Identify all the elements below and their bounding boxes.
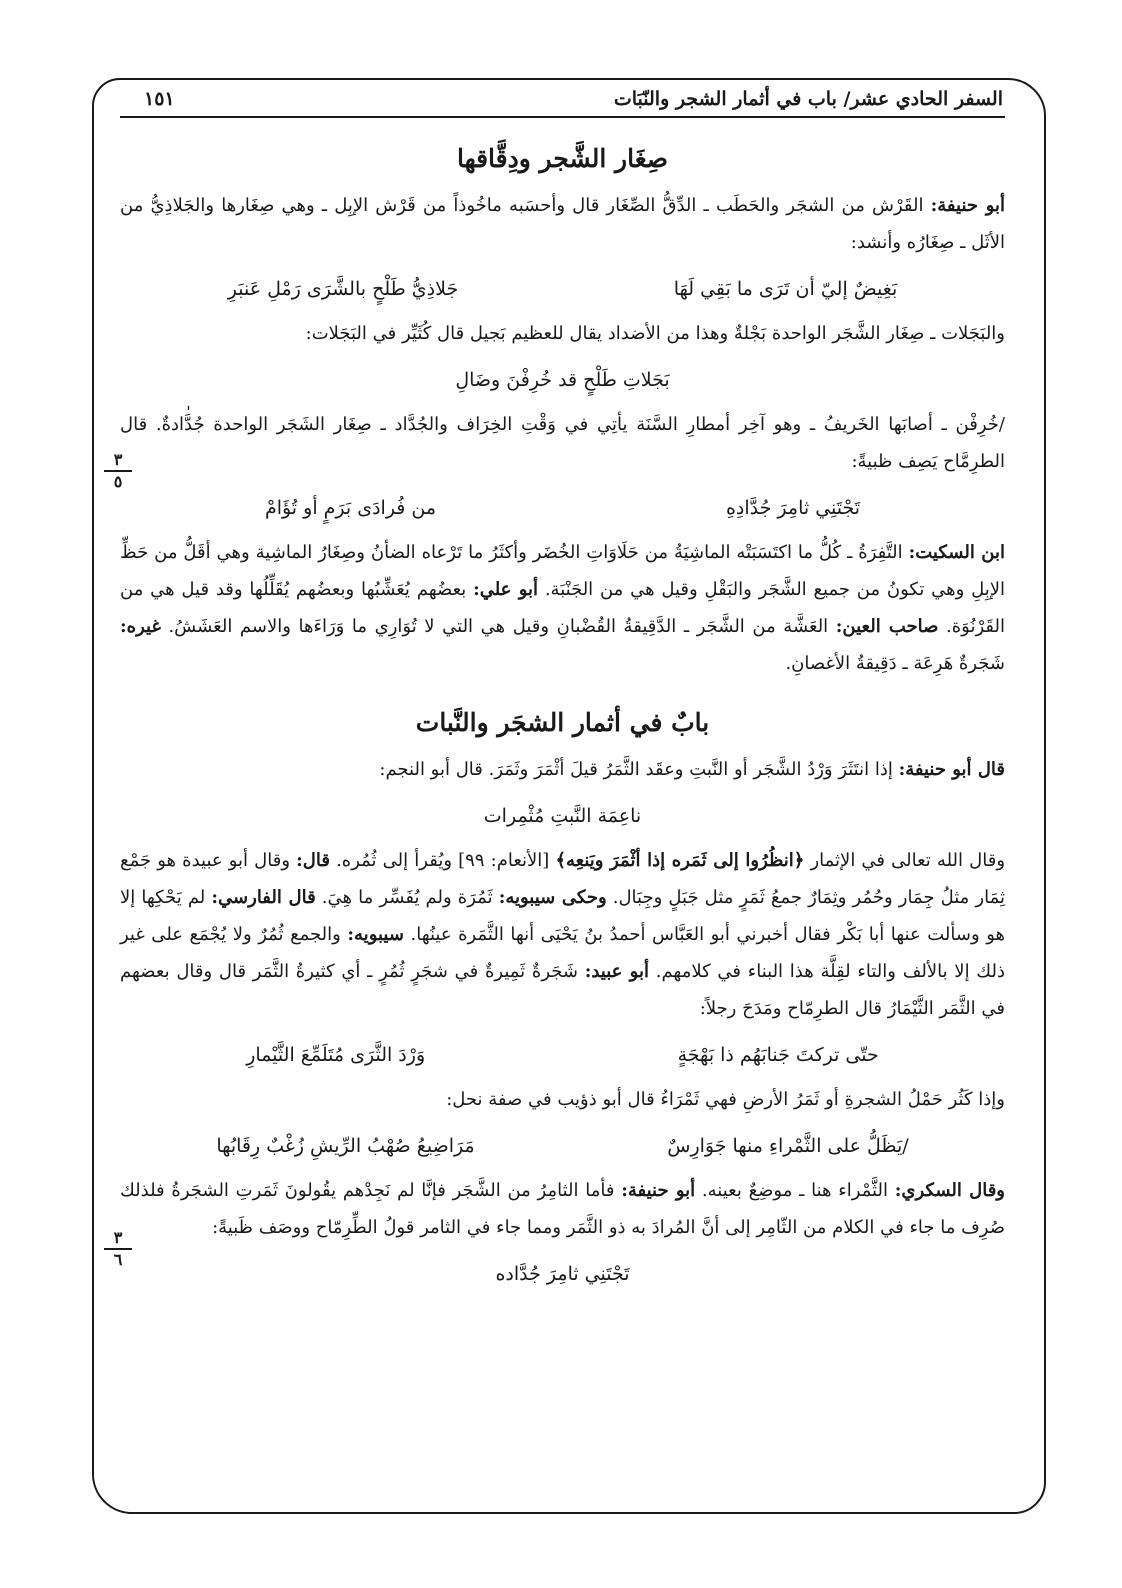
verse-hemistich-first: تَجْتَنِي ثامِرَ جُدَّادِهِ	[725, 497, 861, 519]
running-header	[120, 88, 1005, 118]
verse-line: بَجَلاتِ طَلْحٍ قد خُرِفْنَ وضَالِ	[455, 369, 670, 391]
quran-quote: ﴿انظُرُوا إلى ثَمَره إذا أثْمَرَ ويَنعِه﴾	[555, 850, 805, 871]
verse-3	[120, 490, 1005, 526]
header-title: السفر الحادي عشر/ باب في أثمار الشجر والنّبَات	[613, 88, 1003, 110]
paragraph-ibn-sikkit	[120, 534, 1005, 682]
page-number: ١٥١	[144, 88, 175, 110]
speaker-name: أبو حنيفة:	[930, 195, 1005, 216]
paragraph-abu-hanifa-fruit	[120, 751, 1005, 788]
speaker-name: قال أبو حنيفة:	[898, 759, 1005, 780]
verse-5	[120, 1037, 1005, 1073]
verse-hemistich-first: حتّى تركتَ جَنابَهُم ذا بَهْجَةٍ	[677, 1044, 879, 1066]
verse-hemistich-second: جَلاذِيُّ طَلْحٍ بالشَّرَى رَمْلِ عَنبَرِ	[227, 278, 459, 300]
marker-denominator: ٥	[113, 472, 123, 491]
paragraph-text: فأما الثامِرُ من الشَّجَر فإنَّا لم نَجِدْهم يقُولونَ ثَمَرتِ الشجَرةُ فلذلك صُرِف ما جاء في الكلام من الثّامِر إلى أنَّ المُرادَ به ذو الثَّمَر ومما جاء في الثامر قولُ الطِّرِمّاح ووصَف ظَبيةً:	[120, 1180, 1005, 1238]
speaker-name: وقال السكري:	[894, 1180, 1006, 1201]
section-heading-small-trees: صِغَار الشَّجر ودِقَّاقها	[456, 144, 669, 173]
verse-6	[120, 1128, 1005, 1164]
verse-hemistich-second: وَرْدَ الثَّرَى مُتَلَمِّعَ الثَّيْمارِ	[246, 1044, 426, 1066]
verse-hemistich-second: مَرَاضِيعُ صُهْبُ الرِّيشِ زُغْبٌ رِقَابُها	[216, 1135, 475, 1157]
paragraph-text: شَجَرةٌ هَرِعَة ـ دَقِيقةُ الأغصانِ.	[785, 653, 1005, 674]
paragraph-text: شَجَرةٌ ثَمِيرةٌ في شجَرٍ ثُمُرٍ ـ أي كثيرةُ الثَّمَر قال وقال بعضهم في الثَّمَر الثَّيْمَارُ قال الطرِمّاح ومَدَحَ رجلاً:	[120, 961, 1005, 1019]
verse-line: ناعِمَة النَّبتِ مُثْمِرات	[483, 805, 642, 827]
paragraph-text: ثَمُرَة ولم يُفَسِّر ما هِيَ.	[315, 887, 499, 908]
marker-numerator: ٣	[113, 1228, 123, 1247]
paragraph-bajalat: والبَجَلات ـ صِغَار الشَّجَر الواحدة بَجْلةٌ وهذا من الأضداد يقال للعظيم بَجيل قال كُثَيِّر في البَجَلات:	[305, 323, 1005, 344]
paragraph-sukkari	[120, 1172, 1005, 1246]
paragraph-text: [الأنعام: ٩٩] ويُقرأ إلى ثُمُره.	[329, 850, 556, 871]
verse-7	[120, 1256, 1005, 1292]
paragraph-abu-hanifa	[120, 187, 1005, 261]
paragraph-text: التَّفِرَةُ ـ كُلُّ ما اكتَسَبَتْه الماشِيَةُ من حَلَاوَاتِ الخُضَر وأكثَرُ ما تَرْعاه الضأنُ وصِغَارُ الماشِية وهي أقَلُّ من حَظِّ الإبِلِ وهي تكونُ من جميع الشَّجَر والبَقْلِ وقيل هي من الجَنْبَة.	[120, 542, 1005, 600]
verse-line: تَجْتَنِي ثامِرَ جُدَّاده	[495, 1263, 630, 1285]
paragraph-text: وقال أبو عبيدة هو جَمْع ثِمَار مثلُ جِمَار وحُمُر وثِمَارٌ جمعُ ثَمَرٍ مثل جَبَلٍ وجِبَال.	[120, 850, 1006, 908]
speaker-name: قال:	[296, 850, 330, 871]
speaker-name: وحكى سيبويه:	[498, 887, 607, 908]
speaker-name: أبو عبيد:	[584, 961, 649, 982]
verse-hemistich-first: بَغِيضٌ إليّ أن تَرَى ما بَقِي لَهَا	[673, 278, 898, 300]
marker-denominator: ٦	[113, 1250, 123, 1269]
speaker-name: صاحب العين:	[835, 616, 939, 637]
speaker-name: قال الفارسي:	[211, 887, 316, 908]
speaker-name: ابن السكيت:	[908, 542, 1006, 563]
page-body	[120, 88, 1005, 1300]
verse-1	[120, 271, 1005, 307]
paragraph-text: بعضُهم يُعَشِّبُها وبعضُهم يُقَلِّلُها وقد قيل هي من القَرْنُوَة.	[120, 579, 1005, 637]
speaker-name: سيبويه:	[347, 924, 404, 945]
marker-numerator: ٣	[113, 450, 123, 469]
paragraph-quran-ithmar	[120, 842, 1005, 1027]
paragraph-text: الثَّمْراء هنا ـ موضِعٌ بعينه.	[695, 1180, 895, 1201]
stray-dot: ˌ	[186, 392, 191, 413]
paragraph-text: العَشَّة من الشَّجَر ـ الدَّقِيقةُ القُضْبانِ وقيل هي التي لا تُوَارِي ما وَرَاءَها والاسم العَشَشُ.	[160, 616, 836, 637]
paragraph-text: إذا انتَثَرَ وَرْدُ الشَّجَر أو النَّبتِ وعقَد الثَّمَرُ قيلَ أثْمَرَ وثَمَرَ. قال أبو النجم:	[379, 759, 899, 780]
section-heading-fruits: بابٌ في أثمار الشجَر والنَّبات	[415, 708, 710, 737]
paragraph-text: لم يَحْكِها إلا هو وسألت عنها أبا بَكْر فقال أخبرني أبو العَبَّاس أحمدُ بنُ يَحْيَى أنها الثَّمَرة عينُها.	[120, 887, 1005, 945]
speaker-name: أبو حنيفة:	[621, 1180, 696, 1201]
verse-2	[120, 362, 1005, 398]
paragraph-khurifna: /خُرِفْن ـ أصابَها الخَريفُ ـ وهو آخِر أمطارِ السَّنَة يأتِي في وَقْتِ الخِرَاف والجُدَّاد ـ صِغَار الشَجَر الواحدة جُدَّادةٌ. قال الطرِمَّاح يَصِف ظبيةً:	[120, 414, 1005, 472]
speaker-name: أبو علي:	[473, 579, 539, 600]
verse-hemistich-first: /يَظَلُّ على الثَّمْراءِ منها جَوَارِسٌ	[667, 1135, 909, 1157]
paragraph-text: القَرْش من الشجَر والحَطَب ـ الدِّقُّ الصِّغَار قال وأحسَبه ماخُوذاً من قَرْش الإبِل ـ وهي صِغَارها والجَلاذِيُّ من الأثَل ـ صِغَارُه وأنشد:	[120, 195, 1005, 253]
paragraph-text: وقال الله تعالى في الإثمار	[804, 850, 1006, 871]
paragraph-text: والجمع ثُمُرٌ ولا يُجْمَع على غير ذلك إلا بالألف والتاء لقِلَّة هذا البناء في كلامهم.	[120, 924, 1005, 982]
verse-hemistich-second: من فُرادَى بَرَمٍ أو تُؤَامْ	[264, 497, 437, 519]
speaker-name: غيره:	[120, 616, 161, 637]
verse-4	[120, 798, 1005, 834]
paragraph-thamra: وإذا كَثُر حَمْلُ الشجرةِ أو ثَمَرُ الأرضِ فهي ثَمْرَاءُ قال أبو ذؤيب في صفة نحل:	[446, 1089, 1005, 1110]
